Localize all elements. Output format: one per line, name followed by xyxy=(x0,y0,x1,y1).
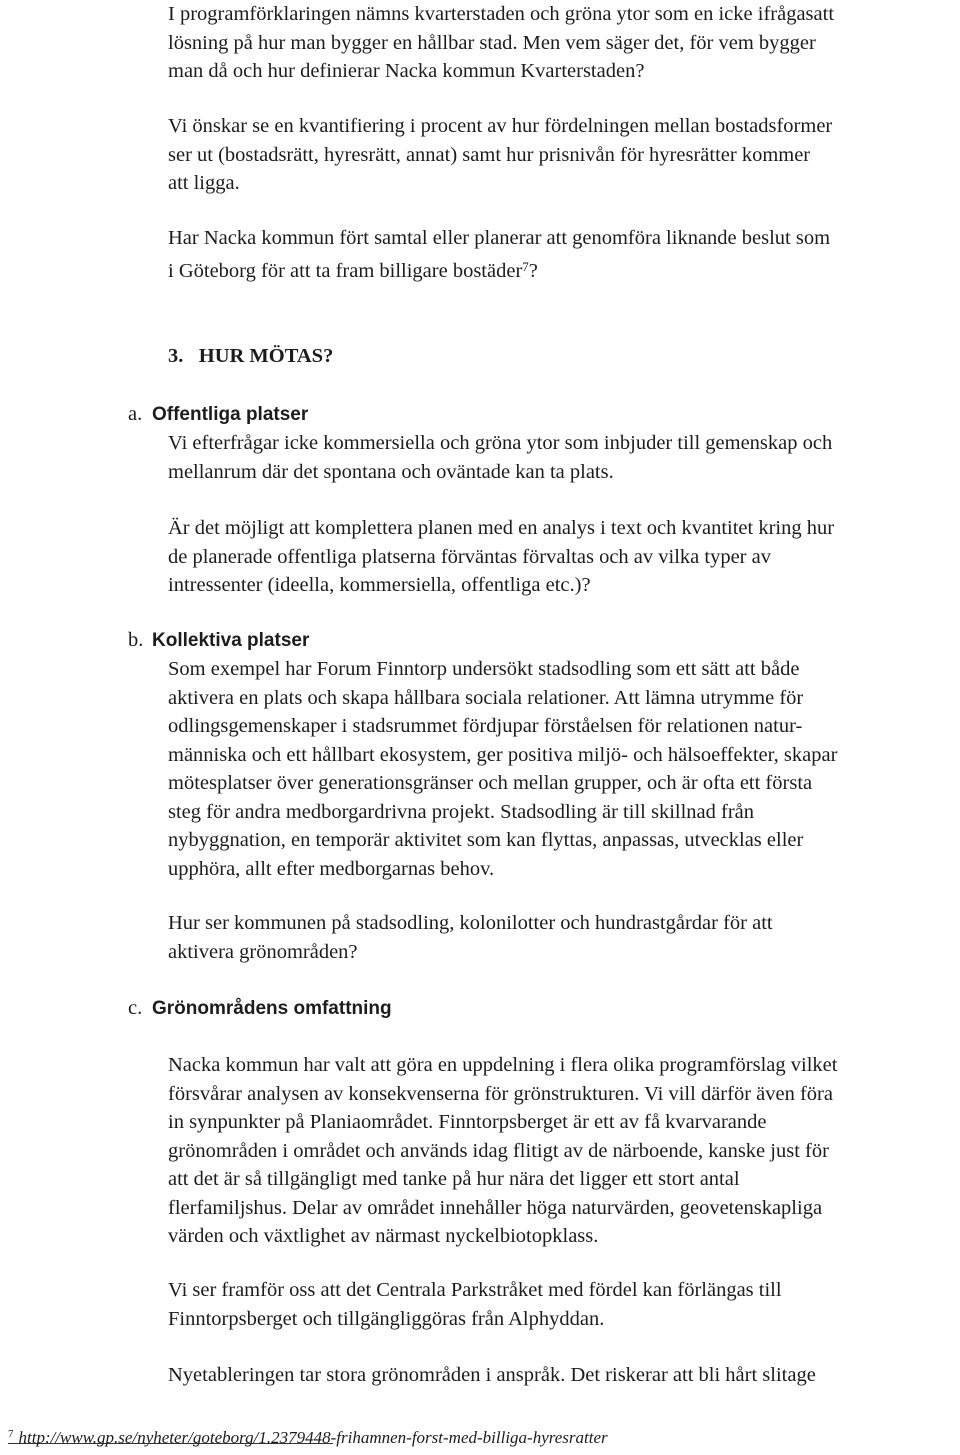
text-line-content: i Göteborg för att ta fram billigare bostäder xyxy=(168,259,523,282)
text-line: Vi önskar se en kvantifiering i procent av hur fördelningen mellan bostadsformer xyxy=(168,115,833,137)
text-line: upphöra, allt efter medborgarnas behov. xyxy=(168,857,495,880)
text-line: nybyggnation, en temporär aktivitet som kan flyttas, anpassas, utvecklas eller xyxy=(168,829,804,851)
subheading-letter: b. xyxy=(128,629,144,651)
text-line: Är det möjligt att komplettera planen med en analys i text och kvantitet kring hur xyxy=(168,517,835,539)
text-line: de planerade offentliga platserna förväntas förvaltas och av vilka typer av xyxy=(168,545,771,568)
paragraph-gronomraden-1 xyxy=(168,1051,958,1251)
text-line: man då och hur definierar Nacka kommun Kvarterstaden? xyxy=(168,60,645,82)
text-line: flerfamiljshus. Delar av området innehåller höga naturvärden, geovetenskapliga xyxy=(168,1196,823,1219)
footnote-link[interactable]: http://www.gp.se/nyheter/goteborg/1.2379448-frihamnen-forst-med-billiga-hyresratter xyxy=(18,1428,608,1447)
subheading-a xyxy=(128,400,308,430)
text-line xyxy=(168,253,958,286)
section-heading xyxy=(168,345,333,368)
paragraph-kollektiva-2 xyxy=(168,909,958,966)
text-line: steg för andra medborgardrivna projekt. Stadsodling är till skillnad från xyxy=(168,800,755,823)
paragraph-goteborg xyxy=(168,224,958,285)
paragraph-gronomraden-2 xyxy=(168,1276,958,1333)
text-line: Har Nacka kommun fört samtal eller planerar att genomföra liknande beslut som xyxy=(168,227,831,249)
footnote-ref: 7 xyxy=(522,258,529,274)
subheading-title: Offentliga platser xyxy=(152,404,309,425)
text-line: Som exempel har Forum Finntorp undersökt stadsodling som ett sätt att både xyxy=(168,658,800,680)
text-line: lösning på hur man bygger en hållbar stad. Men vem säger det, för vem bygger xyxy=(168,31,816,54)
text-line: mellanrum där det spontana och oväntade kan ta plats. xyxy=(168,460,614,483)
subheading-title: Grönområdens omfattning xyxy=(152,998,392,1019)
text-line: Nyetableringen tar stora grönområden i anspråk. Det riskerar att bli hårt slitage xyxy=(168,1364,816,1386)
text-line: mötesplatser över generationsgränser och mellan grupper, och är ofta ett första xyxy=(168,772,813,794)
text-line: Vi ser framför oss att det Centrala Parkstråket med fördel kan förlängas till xyxy=(168,1279,782,1301)
text-line: Nacka kommun har valt att göra en uppdelning i flera olika programförslag vilket xyxy=(168,1054,838,1076)
text-line: människa och ett hållbart ekosystem, ger positiva miljö- och hälsoeffekter, skapar xyxy=(168,743,838,766)
text-line: intressenter (ideella, kommersiella, offentliga etc.)? xyxy=(168,574,591,596)
text-line: försvårar analysen av konsekvenserna för grönstrukturen. Vi vill därför även föra xyxy=(168,1082,833,1105)
subheading-letter: a. xyxy=(128,403,143,425)
section-title: HUR MÖTAS? xyxy=(198,345,334,367)
footnote xyxy=(8,1428,608,1448)
text-line: I programförklaringen nämns kvarterstaden och gröna ytor som en icke ifrågasatt xyxy=(168,3,835,25)
text-line: aktivera en plats och skapa hållbara sociala relationer. Att lämna utrymme för xyxy=(168,686,804,709)
text-line: Finntorpsberget och tillgängliggöras från Alphyddan. xyxy=(168,1307,605,1330)
section-number: 3. xyxy=(168,345,184,367)
paragraph-kollektiva-1 xyxy=(168,655,958,883)
text-line: aktivera grönområden? xyxy=(168,940,358,963)
subheading-title: Kollektiva platser xyxy=(152,630,310,651)
subheading-b xyxy=(128,626,309,656)
text-line: Vi efterfrågar icke kommersiella och gröna ytor som inbjuder till gemenskap och xyxy=(168,432,833,454)
subheading-c xyxy=(128,994,392,1024)
paragraph-offentliga-1 xyxy=(168,429,958,486)
text-line: Hur ser kommunen på stadsodling, kolonilotter och hundrastgårdar för att xyxy=(168,912,773,934)
paragraph-offentliga-2 xyxy=(168,514,958,600)
text-line: att ligga. xyxy=(168,172,240,194)
text-line: grönområden i området och används idag flitigt av de närboende, kanske just för xyxy=(168,1139,829,1162)
paragraph-kvarterstaden xyxy=(168,0,958,86)
paragraph-gronomraden-3 xyxy=(168,1361,958,1390)
footnote-number: 7 xyxy=(8,1428,14,1440)
text-line-end: ? xyxy=(528,259,538,282)
text-line: ser ut (bostadsrätt, hyresrätt, annat) samt hur prisnivån för hyresrätter kommer xyxy=(168,143,811,166)
subheading-letter: c. xyxy=(128,997,143,1019)
text-line: värden och växtlighet av närmast nyckelbiotopklass. xyxy=(168,1225,599,1247)
text-line: odlingsgemenskaper i stadsrummet fördjupar förståelsen för relationen natur- xyxy=(168,715,803,737)
text-line: in synpunkter på Planiaområdet. Finntorpsberget är ett av få kvarvarande xyxy=(168,1111,767,1133)
paragraph-bostadsformer xyxy=(168,112,958,198)
text-line: att det är så tillgängligt med tanke på hur nära det ligger ett stort antal xyxy=(168,1168,740,1190)
